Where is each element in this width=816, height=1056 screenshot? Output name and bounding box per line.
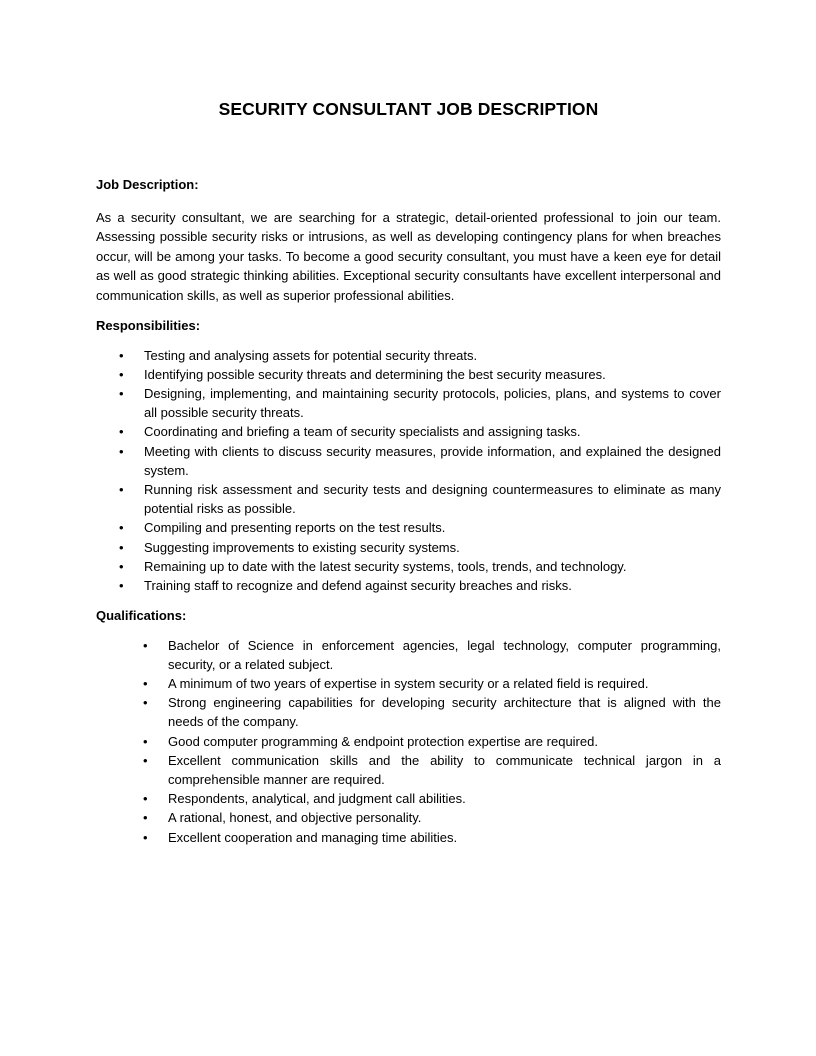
- responsibilities-heading: Responsibilities:: [96, 318, 201, 333]
- list-item: • Running risk assessment and security tests and designing countermeasures to eliminate as many potential risks as possible.: [119, 481, 721, 517]
- bullet-icon: •: [119, 366, 124, 382]
- list-item: • Suggesting improvements to existing security systems.: [96, 538, 721, 557]
- bullet-icon: •: [119, 520, 124, 536]
- bullet-icon: •: [143, 695, 148, 711]
- list-item: • Respondents, analytical, and judgment call abilities.: [96, 789, 721, 808]
- bullet-icon: •: [119, 424, 124, 440]
- list-item: • A minimum of two years of expertise in system security or a related field is required.: [96, 674, 721, 693]
- list-item: • Designing, implementing, and maintaining security protocols, policies, plans, and systems to cover all possible security threats.: [119, 385, 721, 421]
- qualifications-list: [96, 636, 721, 847]
- bullet-icon: •: [143, 829, 148, 845]
- bullet-icon: •: [143, 810, 148, 826]
- job-description-text: As a security consultant, we are searching for a strategic, detail-oriented professional to join our team. Assessing possible security risks or intrusions, as well as developing contingency plans for when breaches occur, will be among your tasks. To become a good security consultant, you must have a keen eye for detail as well as good strategic thinking abilities. Exceptional security consultants have excellent interpersonal and communication skills, as well as superior professional abilities.: [96, 209, 721, 303]
- job-description-heading: Job Description:: [96, 177, 199, 192]
- list-item: • A rational, honest, and objective personality.: [96, 808, 721, 827]
- list-item: • Training staff to recognize and defend against security breaches and risks.: [96, 576, 721, 595]
- list-item: • Excellent communication skills and the ability to communicate technical jargon in a comprehensible manner are required.: [143, 752, 721, 788]
- list-item: • Meeting with clients to discuss security measures, provide information, and explained the designed system.: [119, 443, 721, 478]
- page-title: SECURITY CONSULTANT JOB DESCRIPTION: [218, 99, 599, 119]
- responsibilities-list: [96, 346, 721, 596]
- bullet-icon: •: [119, 577, 124, 593]
- bullet-icon: •: [119, 443, 124, 459]
- list-item: • Strong engineering capabilities for developing security architecture that is aligned with the needs of the company.: [143, 695, 721, 730]
- bullet-icon: •: [143, 752, 148, 768]
- bullet-icon: •: [119, 385, 124, 401]
- list-item: • Testing and analysing assets for potential security threats.: [96, 346, 721, 365]
- list-item: • Identifying possible security threats and determining the best security measures.: [96, 365, 721, 384]
- list-item: • Compiling and presenting reports on the test results.: [96, 518, 721, 537]
- bullet-icon: •: [143, 791, 148, 807]
- bullet-icon: •: [143, 676, 148, 692]
- list-item: • Coordinating and briefing a team of security specialists and assigning tasks.: [96, 422, 721, 441]
- list-item: • Remaining up to date with the latest security systems, tools, trends, and technology.: [96, 557, 721, 576]
- bullet-icon: •: [119, 539, 124, 555]
- list-item: • Bachelor of Science in enforcement agencies, legal technology, computer programming, security, or a related subject.: [143, 637, 721, 672]
- document-page: [96, 0, 721, 847]
- bullet-icon: •: [143, 733, 148, 749]
- bullet-icon: •: [119, 347, 124, 363]
- bullet-icon: •: [143, 637, 148, 653]
- bullet-icon: •: [119, 558, 124, 574]
- list-item: • Good computer programming & endpoint protection expertise are required.: [96, 732, 721, 751]
- bullet-icon: •: [119, 481, 124, 497]
- list-item: • Excellent cooperation and managing time abilities.: [96, 828, 721, 847]
- qualifications-heading: Qualifications:: [96, 608, 187, 624]
